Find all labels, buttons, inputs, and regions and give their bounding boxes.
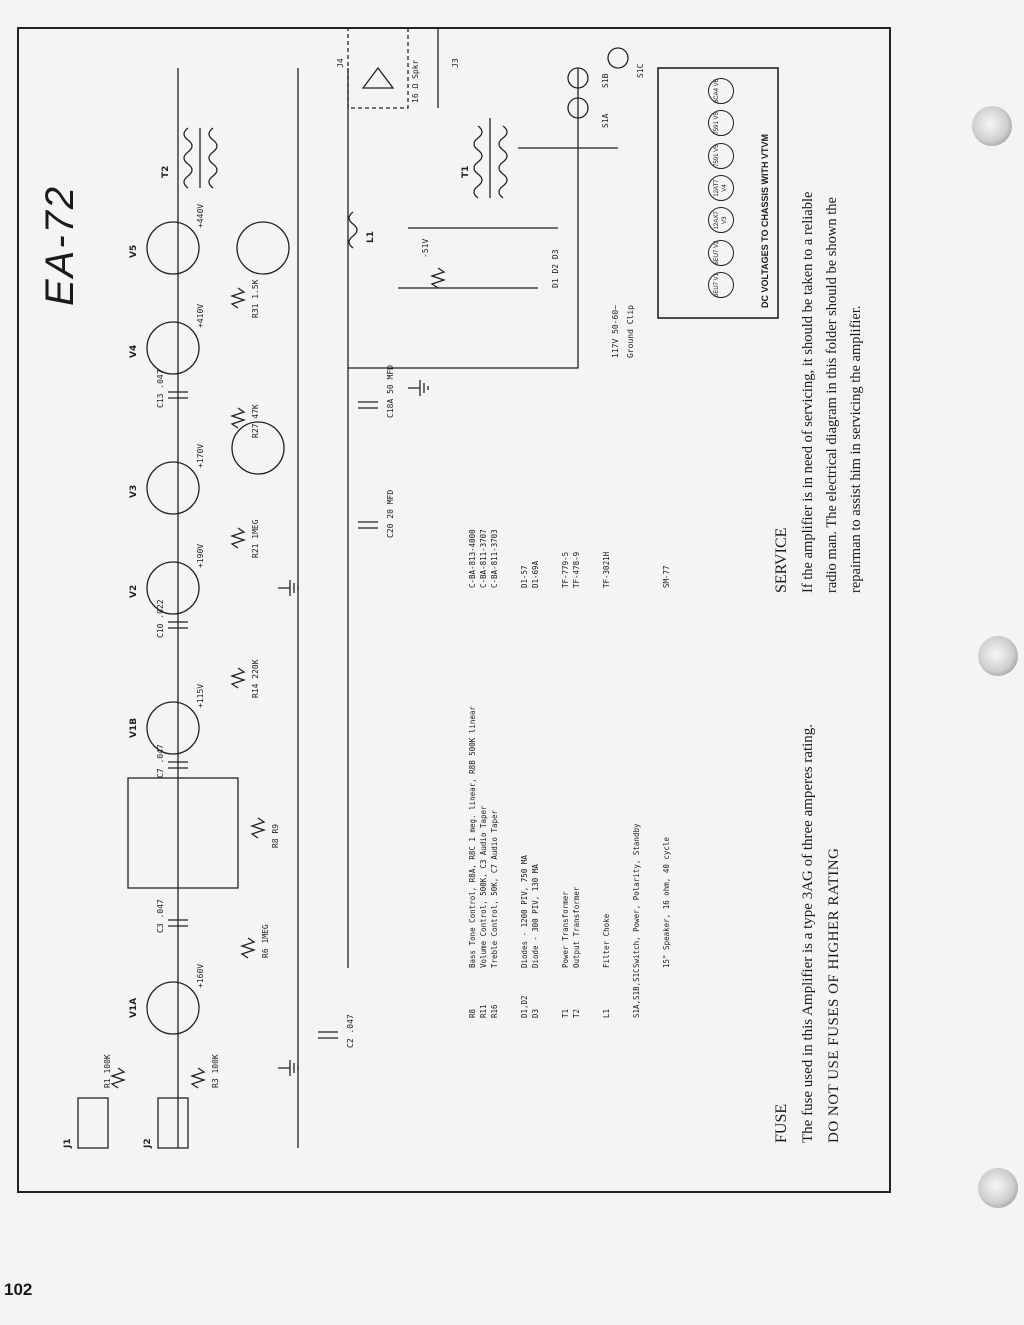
parts-list-row	[602, 418, 632, 1018]
svg-text:L1: L1	[366, 231, 376, 243]
tube-circle: 6EU7 V2	[708, 240, 734, 266]
svg-text:S1C: S1C	[636, 63, 645, 78]
svg-text:Ground Clip: Ground Clip	[626, 305, 635, 358]
service-line-1: If the amplifier is in need of servicing, it should be taken to a reliable	[800, 191, 816, 593]
binder-hole-top	[972, 106, 1012, 146]
page-number: 102	[4, 1280, 33, 1299]
service-line-3: repairman to assist him in servicing the amplifier.	[848, 305, 864, 593]
parts-list-row	[662, 418, 673, 1018]
part-number: D1-57	[520, 565, 529, 588]
schematic-diagram	[18, 28, 884, 1188]
svg-text:C2 .047: C2 .047	[346, 1014, 355, 1048]
part-desc: Volume Control, 500K, C3 Audio Taper	[479, 805, 488, 968]
tube-circle: 6CA4 V6	[708, 78, 734, 104]
part-ref: R16	[490, 1004, 499, 1018]
part-number: TF-478-9	[572, 551, 581, 588]
part-ref: R11	[479, 1004, 488, 1018]
svg-text:R6 1MEG: R6 1MEG	[261, 924, 270, 958]
tube-circle: 7591 V5	[708, 110, 734, 136]
service-heading: SERVICE	[773, 527, 790, 593]
svg-text:C10 .022: C10 .022	[156, 599, 165, 638]
parts-list-row	[479, 418, 490, 1018]
parts-list-row	[561, 418, 572, 1018]
part-desc: Switch, Power, Polarity, Standby	[632, 823, 641, 968]
svg-text:V1B: V1B	[129, 717, 139, 738]
svg-text:+170V: +170V	[196, 443, 205, 468]
parts-list-row	[572, 418, 602, 1018]
tube-circle: 12AX7 V3	[708, 207, 734, 233]
svg-text:V1A: V1A	[129, 997, 139, 1018]
part-ref: L1	[602, 1008, 611, 1018]
svg-text:-51V: -51V	[421, 238, 430, 258]
svg-text:117V 50-60~: 117V 50-60~	[611, 305, 620, 358]
svg-text:V3: V3	[129, 484, 139, 498]
parts-list-row	[490, 418, 520, 1018]
part-ref: R8	[468, 1008, 477, 1018]
svg-text:C7 .047: C7 .047	[156, 744, 165, 778]
svg-text:J2: J2	[143, 1138, 153, 1148]
svg-text:C20 20 MFD: C20 20 MFD	[386, 489, 395, 538]
svg-text:R14 220K: R14 220K	[251, 659, 260, 698]
svg-text:S1A: S1A	[601, 113, 610, 128]
svg-text:T1: T1	[461, 165, 471, 178]
svg-text:+410V: +410V	[196, 303, 205, 328]
part-number: C-BA-811-3703	[490, 529, 499, 588]
svg-text:D1 D2 D3: D1 D2 D3	[551, 249, 560, 288]
svg-text:T2: T2	[161, 165, 171, 178]
part-number: D1-69A	[531, 560, 540, 588]
part-ref: T1	[561, 1008, 570, 1018]
part-desc: Diode - 300 PIV, 130 MA	[531, 864, 540, 968]
svg-text:J4: J4	[336, 58, 345, 68]
svg-text:R1 100K: R1 100K	[103, 1054, 112, 1088]
svg-text:R8 R9: R8 R9	[271, 823, 280, 848]
tube-circle-row	[708, 78, 748, 298]
svg-text:C3 .047: C3 .047	[156, 899, 165, 933]
tube-circle: 12AT7 V4	[708, 175, 734, 201]
svg-text:C18A 50 MFD: C18A 50 MFD	[386, 365, 395, 418]
svg-text:J3: J3	[451, 58, 460, 68]
part-ref	[662, 968, 673, 1018]
part-ref: D3	[531, 1008, 540, 1018]
svg-text:S1B: S1B	[601, 73, 610, 88]
part-number: C-BA-811-3707	[479, 529, 488, 588]
svg-text:R31 1.5K: R31 1.5K	[251, 279, 260, 318]
svg-text:J1: J1	[63, 1138, 73, 1148]
tube-circle: 6EU7 V1	[708, 272, 734, 298]
part-desc: Power Transformer	[561, 891, 570, 968]
service-line-2: radio man. The electrical diagram in this folder should be shown the	[824, 197, 840, 593]
dc-voltages-note: DC VOLTAGES TO CHASSIS WITH VTVM	[760, 133, 770, 308]
part-number: TF-3021H	[602, 551, 611, 588]
parts-list-row	[520, 418, 531, 1018]
part-desc: Diodes - 1200 PIV, 750 MA	[520, 855, 529, 968]
svg-text:V4: V4	[129, 344, 139, 358]
svg-text:V5: V5	[129, 244, 139, 258]
parts-list-row	[468, 418, 479, 1018]
fuse-line-2: DO NOT USE FUSES OF HIGHER RATING	[826, 847, 842, 1143]
svg-text:+115V: +115V	[196, 683, 205, 708]
part-ref: D1,D2	[520, 995, 529, 1018]
svg-text:+440V: +440V	[196, 203, 205, 228]
part-desc: 15" Speaker, 16 ohm, 40 cycle	[662, 837, 671, 968]
svg-text:V2: V2	[129, 584, 139, 598]
svg-text:R3 100K: R3 100K	[211, 1054, 220, 1088]
fuse-heading: FUSE	[773, 1103, 790, 1143]
part-number: SM-77	[662, 565, 671, 588]
part-desc: Treble Control, 50K, C7 Audio Taper	[490, 809, 499, 968]
svg-text:R27 47K: R27 47K	[251, 404, 260, 438]
svg-text:+190V: +190V	[196, 543, 205, 568]
parts-list	[468, 418, 673, 1018]
part-desc: Filter Choke	[602, 913, 611, 968]
tube-circle: 7591 V5	[708, 143, 734, 169]
rotated-sheet	[18, 28, 884, 1188]
binder-hole-middle	[978, 636, 1018, 676]
part-number: TF-779-5	[561, 551, 570, 588]
svg-text:R21 1MEG: R21 1MEG	[251, 519, 260, 558]
part-number: C-BA-813-4000	[468, 529, 477, 588]
part-ref: S1A,S1B,S1C	[632, 968, 641, 1018]
model-title: EA-72	[38, 184, 82, 306]
parts-list-row	[531, 418, 561, 1018]
part-ref: T2	[572, 1008, 581, 1018]
part-desc: Output Transformer	[572, 886, 581, 968]
svg-text:16 Ω Spkr: 16 Ω Spkr	[411, 59, 420, 103]
part-desc: Bass Tone Control, R8A, R8C 1 meg. linear, R8B 500K linear	[468, 706, 477, 968]
parts-list-row	[632, 418, 662, 1018]
svg-text:C13 .047: C13 .047	[156, 369, 165, 408]
binder-hole-bottom	[978, 1168, 1018, 1208]
svg-text:+160V: +160V	[196, 963, 205, 988]
fuse-line-1: The fuse used in this Amplifier is a type 3AG of three amperes rating.	[800, 723, 816, 1143]
